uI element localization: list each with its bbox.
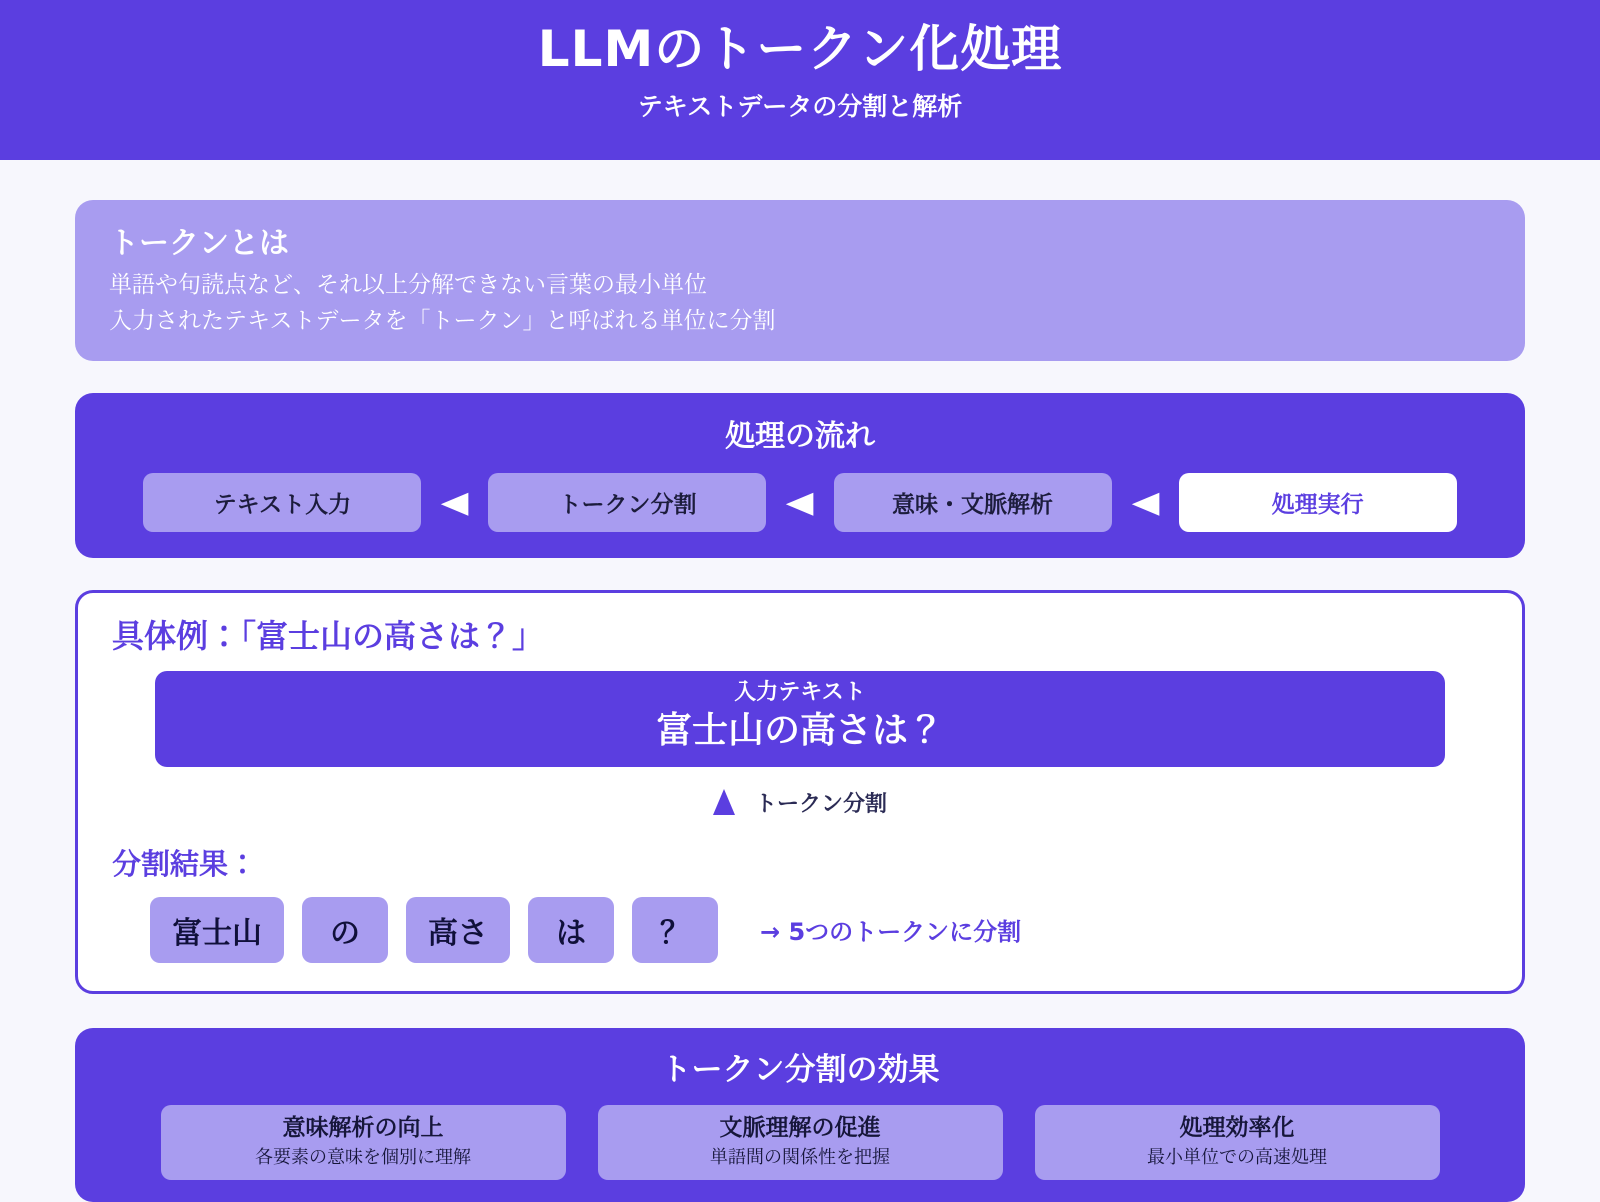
token-item: 富士山 — [150, 897, 284, 963]
token-list — [112, 897, 1488, 963]
split-indicator — [112, 787, 1488, 818]
result-label: 分割結果： — [112, 846, 258, 881]
definition-title: トークンとは — [109, 226, 289, 261]
up-arrow-icon — [713, 789, 735, 815]
flow-step-execute[interactable]: 処理実行 — [1179, 473, 1457, 532]
token-count-note: → 5つのトークンに分割 — [760, 918, 1022, 947]
example-panel — [75, 590, 1525, 994]
flow-panel — [75, 393, 1525, 558]
token-item: は — [528, 897, 614, 963]
flow-arrow-icon: ◀ — [1131, 484, 1159, 520]
effects-card-row — [101, 1105, 1499, 1180]
effect-card-context — [598, 1105, 1003, 1180]
definition-line-2: 入力されたテキストデータを「トークン」と呼ばれる単位に分割 — [109, 307, 776, 334]
effect-card-title: 意味解析の向上 — [282, 1114, 444, 1141]
input-text-label: 入力テキスト — [734, 680, 866, 706]
token-item: の — [302, 897, 388, 963]
page-subtitle: テキストデータの分割と解析 — [637, 91, 963, 121]
flow-step-semantic-analysis[interactable]: 意味・文脈解析 — [834, 473, 1112, 532]
definition-line-1: 単語や句読点など、それ以上分解できない言葉の最小単位 — [109, 272, 707, 298]
flow-step-text-input[interactable]: テキスト入力 — [143, 473, 421, 532]
split-indicator-label: トークン分割 — [754, 791, 887, 817]
input-text-box — [155, 671, 1445, 767]
flow-step-tokenize[interactable]: トークン分割 — [488, 473, 766, 532]
flow-arrow-icon: ◀ — [441, 484, 469, 520]
flow-arrow-icon: ◀ — [786, 484, 814, 520]
token-item: 高さ — [406, 897, 510, 963]
flow-title: 処理の流れ — [725, 419, 875, 455]
effects-panel — [75, 1028, 1525, 1202]
input-text-value: 富士山の高さは？ — [655, 709, 944, 751]
example-title: 具体例：「富士山の高さは？」 — [112, 617, 545, 656]
definition-panel — [75, 200, 1525, 361]
effect-card-title: 文脈理解の促進 — [719, 1114, 881, 1141]
effect-card-semantic — [161, 1105, 566, 1180]
effects-title: トークン分割の効果 — [660, 1051, 940, 1088]
page-header — [0, 0, 1600, 160]
effect-card-efficiency — [1035, 1105, 1440, 1180]
effect-card-desc: 単語間の関係性を把握 — [710, 1146, 890, 1168]
effect-card-title: 処理効率化 — [1179, 1114, 1295, 1141]
token-item: ？ — [632, 897, 718, 963]
page-title: LLMのトークン化処理 — [537, 20, 1063, 78]
effect-card-desc: 最小単位での高速処理 — [1147, 1146, 1327, 1168]
flow-steps — [101, 473, 1499, 532]
effect-card-desc: 各要素の意味を個別に理解 — [255, 1146, 471, 1168]
